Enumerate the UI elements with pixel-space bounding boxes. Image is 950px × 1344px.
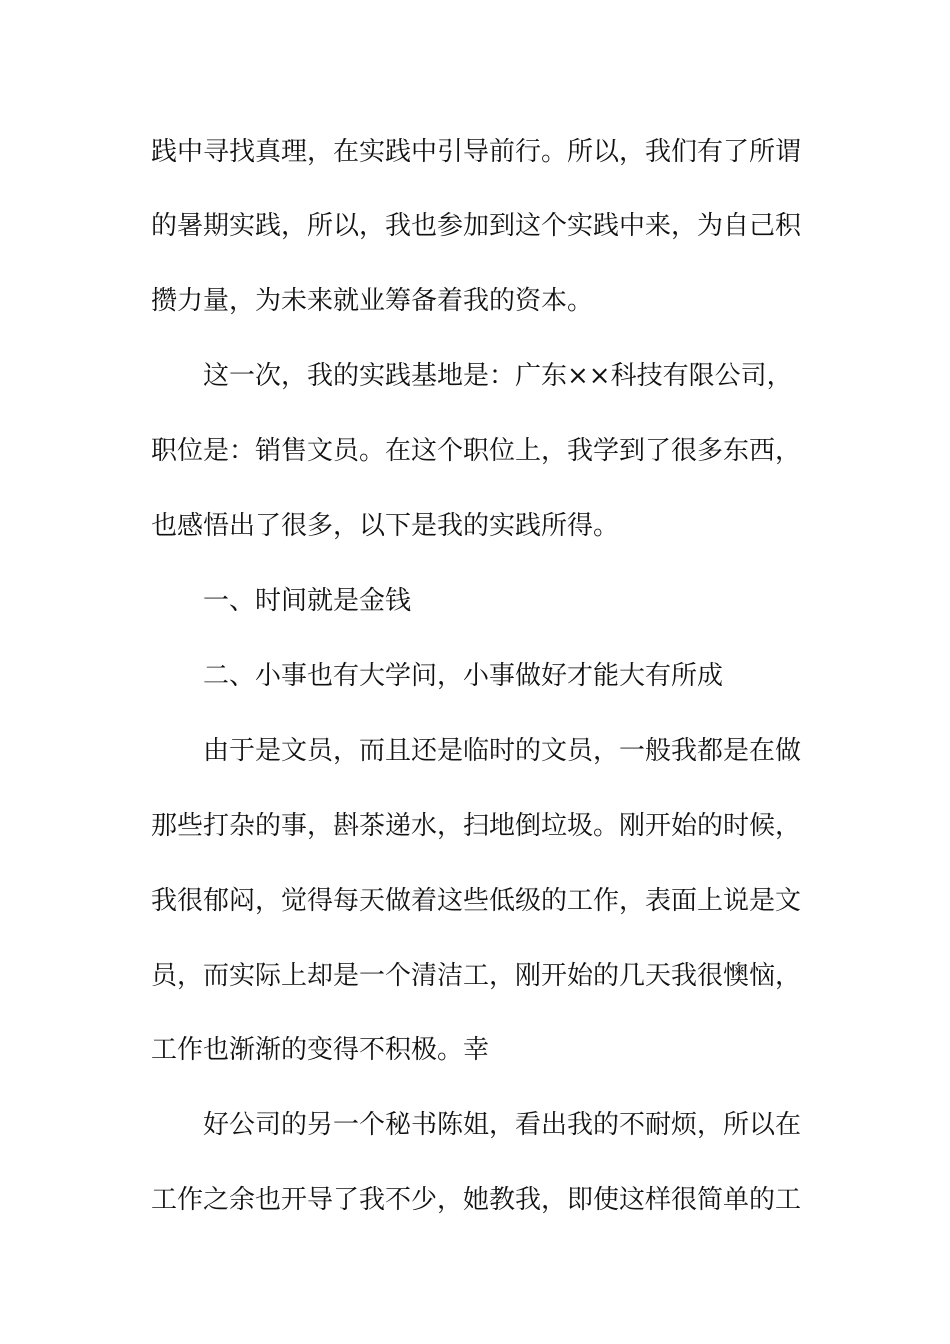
text-line: 那些打杂的事，斟茶递水，扫地倒垃圾。刚开始的时候， [151, 811, 802, 841]
paragraph-first-line: 由于是文员，而且还是临时的文员，一般我都是在做 [203, 736, 802, 766]
text-line: 践中寻找真理，在实践中引导前行。所以，我们有了所谓 [151, 137, 802, 167]
paragraph-first-line: 这一次，我的实践基地是：广东××科技有限公司， [203, 361, 793, 391]
text-line: 工作也渐渐的变得不积极。幸 [151, 1035, 490, 1065]
text-line: 员，而实际上却是一个清洁工，刚开始的几天我很懊恼， [151, 961, 802, 991]
paragraph-first-line: 好公司的另一个秘书陈姐，看出我的不耐烦，所以在 [203, 1110, 802, 1140]
text-line: 也感悟出了很多，以下是我的实践所得。 [151, 511, 620, 541]
text-line: 攒力量，为未来就业筹备着我的资本。 [151, 286, 594, 316]
text-line: 我很郁闷，觉得每天做着这些低级的工作，表面上说是文 [151, 886, 802, 916]
text-line: 工作之余也开导了我不少，她教我，即使这样很简单的工 [151, 1185, 802, 1215]
text-line: 职位是：销售文员。在这个职位上，我学到了很多东西， [151, 436, 802, 466]
text-line: 的暑期实践，所以，我也参加到这个实践中来，为自己积 [151, 211, 802, 241]
section-heading: 二、小事也有大学问，小事做好才能大有所成 [203, 661, 724, 691]
section-heading: 一、时间就是金钱 [203, 586, 412, 616]
